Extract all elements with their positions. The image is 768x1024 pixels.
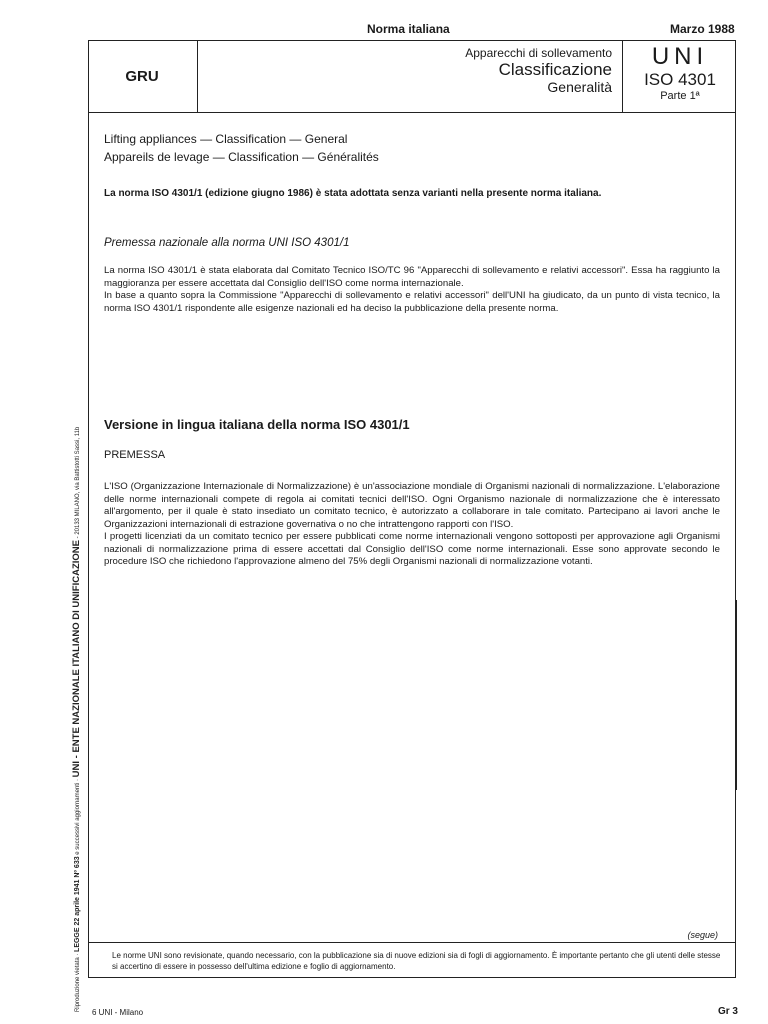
section-title: Versione in lingua italiana della norma ISO 4301/1 — [104, 417, 410, 432]
norma-label: Norma italiana — [367, 22, 450, 36]
national-foreword-p2: In base a quanto sopra la Commissione "Apparecchi di sollevamento e relativi accessori" dell'UNI ha giudicato, da un punto di vista tecnico, la norma ISO 4301/1 rispondente alle esigenze nazionali ed ha deciso la pubblicazione della presente norma. — [104, 290, 720, 314]
national-foreword-title: Premessa nazionale alla norma UNI ISO 4301/1 — [104, 237, 350, 249]
price-group: Gr 3 — [717, 1006, 738, 1017]
subtitle-fr: Appareils de levage — Classification — Généralités — [104, 150, 379, 164]
margin-mark — [736, 600, 737, 790]
subtitle-en: Lifting appliances — Classification — General — [104, 132, 348, 146]
header-divider — [88, 112, 736, 113]
standard-code: ISO 4301 — [644, 70, 716, 89]
title-line-2: Classificazione — [498, 60, 612, 79]
group-code: GRU — [125, 67, 159, 85]
foreword-label: PREMESSA — [104, 449, 166, 461]
copyright-address: - 20133 MILANO, via Battistotti Sassi, 11b — [75, 426, 81, 541]
foreword-p1: L'ISO (Organizzazione Internazionale di Normalizzazione) è un'associazione mondiale di Organismi nazionali di normalizzazione. L'elaborazione delle norme internazionali compete di regola ai comitati tecnici dell'ISO. Ogni Organismo nazionale di normalizzazione che è interessato all'argomento, per il quale è stato insediato un comitato tecnico, è autorizzato a collaborare in tale comitato. Partecipano ai lavori anche le Organizzazioni internazionali di estrazione governativa o no che intrattengono rapporti con l'ISO. — [104, 481, 720, 530]
footer-divider — [88, 942, 736, 943]
title-line-1: Apparecchi di sollevamento — [465, 46, 612, 60]
standard-part: Parte 1ª — [660, 90, 700, 102]
page-number-publisher: 6 UNI - Milano — [92, 1008, 144, 1017]
date-label: Marzo 1988 — [670, 22, 735, 36]
revision-footnote: Le norme UNI sono revisionate, quando necessario, con la pubblicazione sia di nuove edizioni sia di fogli di aggiornamento. È importante pertanto che gli utenti delle stesse si accertino di essere in possesso dell'ultima edizione e foglio di aggiornamento. — [112, 951, 721, 971]
continued-label: (segue) — [687, 930, 718, 940]
standard-id — [625, 44, 735, 103]
title-line-3: Generalità — [547, 79, 612, 95]
copyright-part-3: e successivi aggiornamenti · — [75, 777, 81, 857]
foreword-body — [104, 481, 720, 569]
copyright-entity: UNI - ENTE NAZIONALE ITALIANO DI UNIFICAZIONE — [71, 540, 82, 778]
copyright-law: LEGGE 22 aprile 1941 Nº 633 — [74, 856, 81, 952]
copyright-part-1: Riproduzione vietata · — [75, 951, 81, 1012]
national-foreword-body — [104, 265, 720, 315]
national-foreword-p1: La norma ISO 4301/1 è stata elaborata dal Comitato Tecnico ISO/TC 96 "Apparecchi di sollevamento e relativi accessori". Essa ha raggiunto la maggioranza per essere accettata dal Consiglio dell'ISO come norma internazionale. — [104, 265, 720, 289]
header-title — [198, 46, 612, 95]
copyright-margin — [73, 427, 82, 1012]
adoption-note: La norma ISO 4301/1 (edizione giugno 1986) è stata adottata senza varianti nella presente norma italiana. — [104, 188, 602, 199]
subtitles — [104, 130, 379, 166]
foreword-p2: I progetti licenziati da un comitato tecnico per essere pubblicati come norme internazionali vengono sottoposti per approvazione agli Organismi nazionali di normalizzazione prima di essere accettati dal Consiglio dell'ISO come norme internazionali. Esse sono approvate secondo le procedure ISO che richiedono l'approvazione almeno del 75% degli Organismi nazionali di normalizzazione votanti. — [104, 531, 720, 567]
header-vline-right — [622, 40, 623, 112]
uni-logo: UNI — [651, 43, 709, 70]
